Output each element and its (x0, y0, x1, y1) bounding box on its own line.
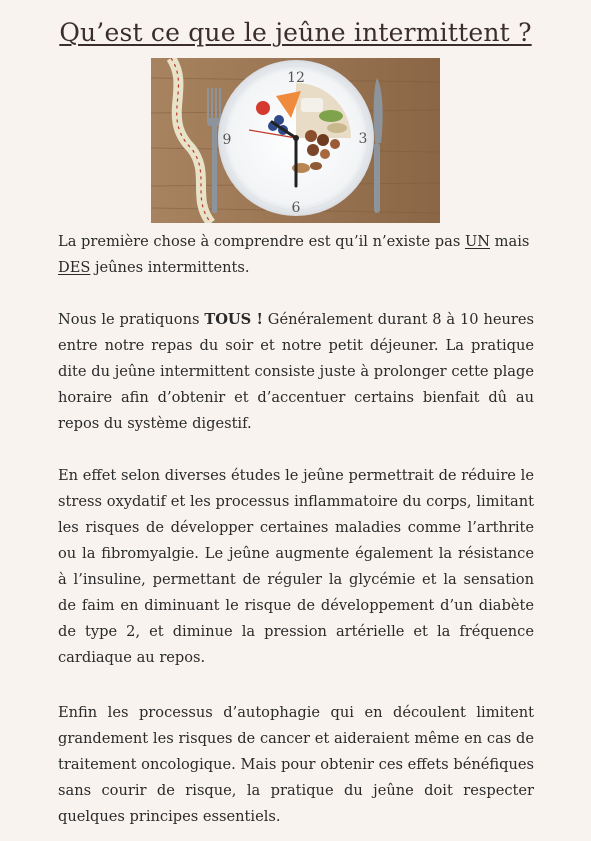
p1-text-e: jeûnes intermittents. (90, 259, 250, 276)
page-title: Qu’est ce que le jeûne intermittent ? (59, 18, 532, 47)
p1-text-c: mais (490, 233, 530, 250)
clock-3: 3 (358, 131, 368, 147)
p2-text-a: Nous le pratiquons (58, 311, 205, 328)
p1-emphasis-des: DES (58, 259, 91, 276)
paragraph-practice (58, 307, 534, 437)
p1-text-a: La première chose à comprendre est qu’il n’existe pas (58, 233, 465, 250)
clock-12: 12 (287, 70, 305, 86)
clock-9: 9 (222, 132, 232, 148)
paragraph-benefits: En effet selon diverses études le jeûne permettrait de réduire le stress oxydatif et les processus inflammatoire du corps, limitant les risques de développer certaines maladies comme l’arthrite ou la fibromyalgie. Le jeûne augmente également la résistance à l’insuline, permettant de réguler la glycémie et la sensation de faim en diminuant le risque de développement d’un diabète de type 2, et diminue la pression artérielle et la fréquence cardiaque au repos. (58, 467, 534, 666)
paragraph-autophagy: Enfin les processus d’autophagie qui en découlent limitent grandement les risques de cancer et aideraient même en cas de traitement oncologique. Mais pour obtenir ces effets bénéfiques sans courir de risque, la pratique du jeûne doit respecter quelques principes essentiels. (58, 704, 534, 825)
plate-clock-food-icon (151, 58, 440, 223)
p1-emphasis-un: UN (464, 233, 491, 250)
paragraph-intro (58, 229, 534, 281)
p2-text-c: Généralement durant 8 à 10 heures entre notre repas du soir et notre petit déjeuner. La pratique dite du jeûne intermittent consiste juste à prolonger cette plage horaire afin d’obtenir et d’accentuer certains bienfait dû au repos du système digestif. (58, 311, 534, 432)
p2-emphasis-tous: TOUS ! (204, 311, 263, 328)
hero-image (151, 58, 440, 223)
clock-6: 6 (291, 200, 301, 216)
